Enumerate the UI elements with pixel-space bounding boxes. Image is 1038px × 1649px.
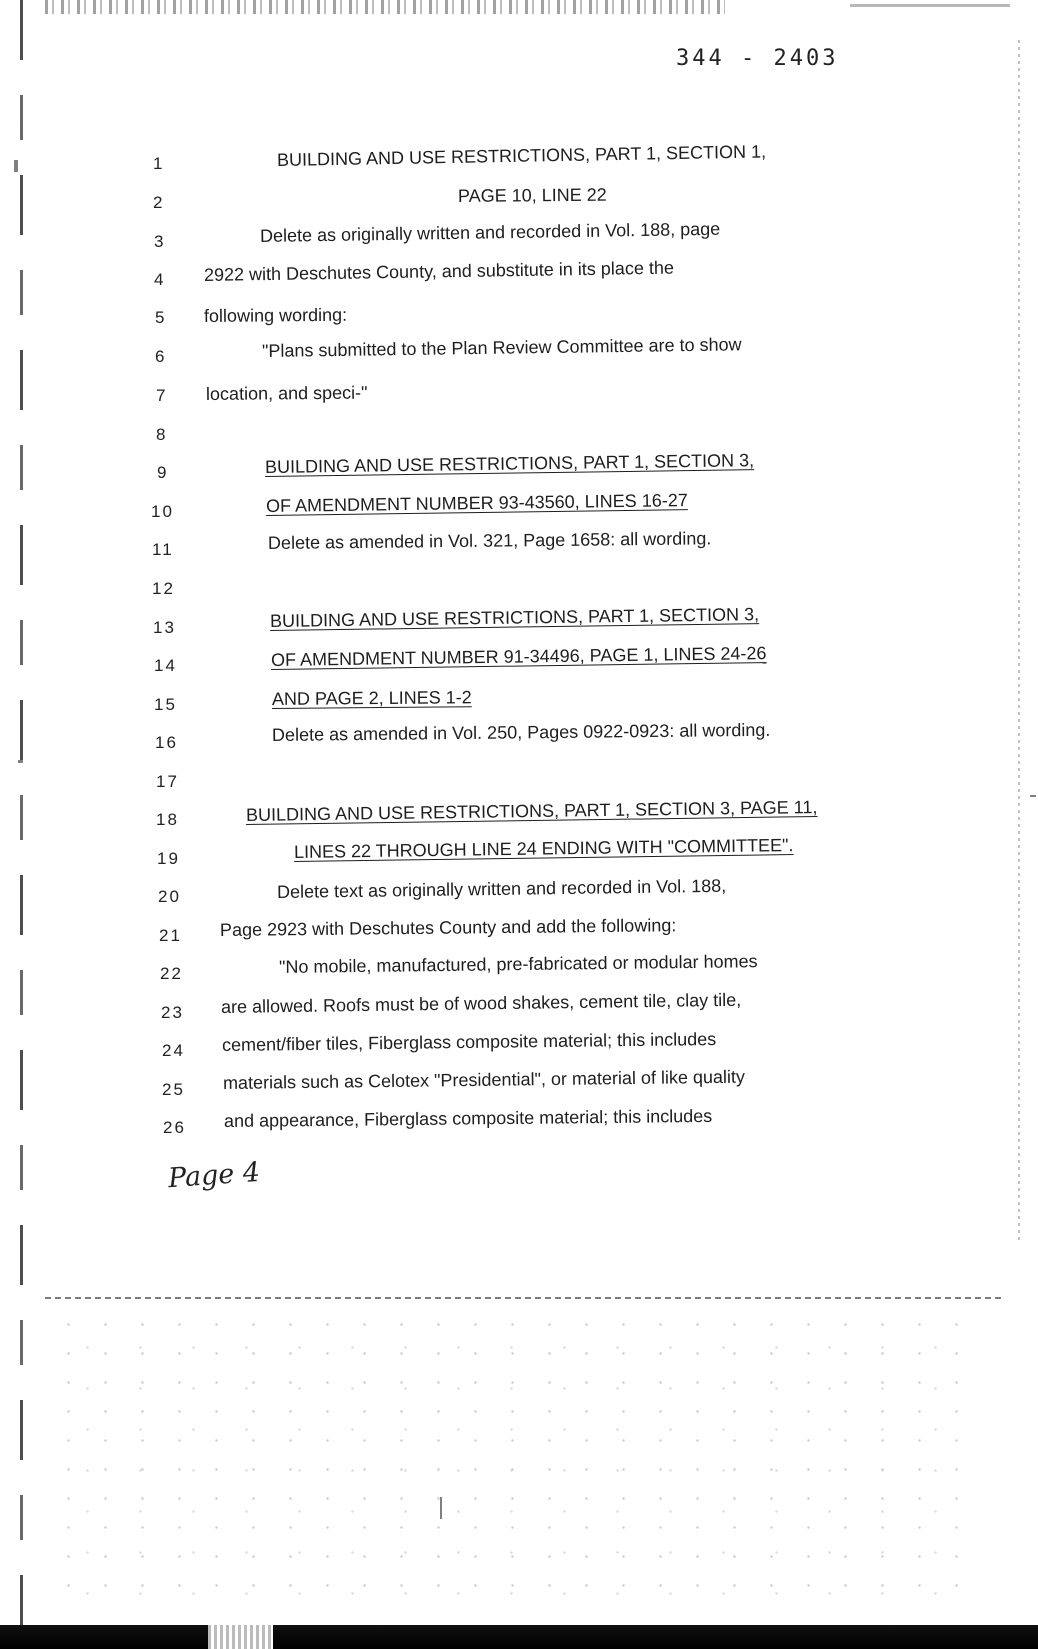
line-number: 14: [154, 656, 177, 675]
body-text-line: Delete as amended in Vol. 250, Pages 0922-0923: all wording.: [271, 719, 771, 745]
line-number: 3: [154, 232, 166, 251]
line-number: 21: [159, 926, 182, 945]
line-number: 19: [157, 849, 180, 868]
line-number: 4: [154, 270, 166, 289]
line-number: 7: [156, 386, 168, 405]
line-number: 2: [153, 193, 165, 212]
line-number: 11: [152, 540, 174, 559]
underlined-heading: LINES 22 THROUGH LINE 24 ENDING WITH "COMMITTEE".: [293, 835, 794, 862]
body-text-line: Delete as originally written and recorded in Vol. 188, page: [259, 218, 721, 246]
body-text-line: Delete text as originally written and recorded in Vol. 188,: [276, 875, 727, 902]
underlined-heading: OF AMENDMENT NUMBER 91-34496, PAGE 1, LINES 24-26: [270, 643, 767, 670]
line-number: 20: [158, 887, 181, 906]
scan-artifact-speckle: [50, 1310, 980, 1610]
line-number: 16: [155, 733, 178, 752]
underlined-heading: BUILDING AND USE RESTRICTIONS, PART 1, SECTION 3,: [269, 604, 760, 631]
line-number: 8: [156, 425, 168, 444]
underlined-heading: BUILDING AND USE RESTRICTIONS, PART 1, SECTION 3, PAGE 11,: [245, 797, 818, 825]
line-number: 5: [155, 308, 167, 327]
line-number: 6: [155, 347, 167, 366]
body-text-line: are allowed. Roofs must be of wood shakes, cement tile, clay tile,: [220, 989, 742, 1017]
body-text-line: following wording:: [203, 304, 348, 326]
line-number: 23: [161, 1003, 184, 1022]
line-number: 12: [152, 579, 175, 598]
underlined-heading: OF AMENDMENT NUMBER 93-43560, LINES 16-27: [265, 490, 688, 516]
line-number: 25: [162, 1080, 185, 1099]
line-number: 15: [154, 695, 177, 714]
body-text-line: 2922 with Deschutes County, and substitute in its place the: [203, 257, 675, 285]
line-number: 1: [153, 154, 165, 173]
body-text-line: location, and speci-": [205, 382, 368, 404]
scan-artifact-top-right: [850, 4, 1010, 7]
handwritten-page-note: Page 4: [167, 1156, 262, 1195]
scan-mark: [1030, 795, 1036, 797]
line-number: 10: [151, 502, 174, 521]
underlined-heading: BUILDING AND USE RESTRICTIONS, PART 1, SECTION 3,: [264, 450, 755, 477]
line-number: 17: [156, 772, 179, 791]
body-text-line: "No mobile, manufactured, pre-fabricated or modular homes: [278, 951, 758, 977]
body-text-line: "Plans submitted to the Plan Review Committee are to show: [261, 334, 742, 361]
line-number: 9: [157, 463, 169, 482]
scan-artifact-bottom-gap: [208, 1625, 273, 1649]
body-text-line: Page 2923 with Deschutes County and add the following:: [219, 915, 677, 940]
section-heading: BUILDING AND USE RESTRICTIONS, PART 1, SECTION 1,: [276, 141, 767, 170]
section-heading: PAGE 10, LINE 22: [457, 184, 607, 206]
scan-mark: [18, 760, 23, 763]
scan-mark: [14, 160, 18, 172]
body-text-line: materials such as Celotex "Presidential", or material of like quality: [222, 1066, 746, 1093]
line-number: 24: [162, 1041, 185, 1060]
line-number: 18: [156, 810, 179, 829]
scan-artifact-right-edge: [1018, 40, 1020, 1240]
recording-number: 344 - 2403: [676, 46, 839, 71]
scan-artifact-top: [45, 0, 725, 14]
body-text-line: Delete as amended in Vol. 321, Page 1658: all wording.: [267, 528, 712, 553]
line-number: 13: [153, 618, 176, 637]
body-text-line: cement/fiber tiles, Fiberglass composite material; this includes: [221, 1028, 717, 1055]
line-number: 22: [160, 964, 183, 983]
scan-artifact-left-edge: [20, 0, 23, 1649]
line-number: 26: [163, 1118, 186, 1137]
scan-artifact-bottom-bar: [0, 1625, 1038, 1649]
underlined-heading: AND PAGE 2, LINES 1-2: [271, 687, 472, 709]
body-text-line: and appearance, Fiberglass composite material; this includes: [223, 1105, 713, 1131]
scan-mark: [440, 1497, 442, 1519]
scan-artifact-bottom-line: [45, 1297, 1005, 1299]
